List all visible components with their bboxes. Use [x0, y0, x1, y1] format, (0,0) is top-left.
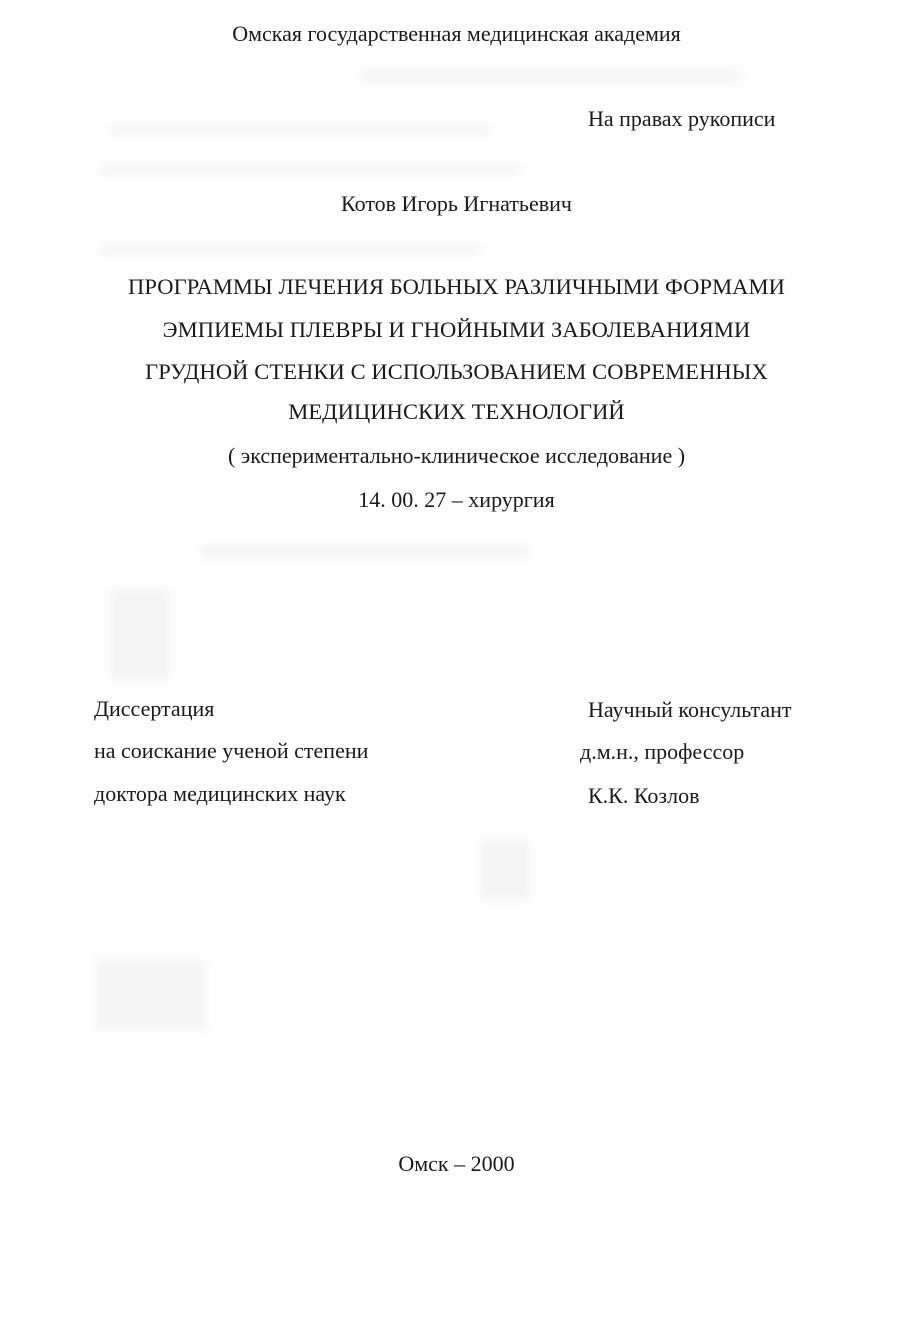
place-and-year: Омск – 2000: [398, 1151, 515, 1176]
consultant-name: К.К. Козлов: [588, 783, 700, 808]
title-line-3: ГРУДНОЙ СТЕНКИ С ИСПОЛЬЗОВАНИЕМ СОВРЕМЕННЫХ: [145, 359, 768, 384]
bleed-through-artifact: [360, 70, 740, 82]
bleed-through-artifact: [110, 590, 170, 680]
manuscript-rights-note: На правах рукописи: [588, 106, 776, 131]
author-name: Котов Игорь Игнатьевич: [341, 191, 572, 216]
bleed-through-artifact: [95, 960, 205, 1030]
title-line-1: ПРОГРАММЫ ЛЕЧЕНИЯ БОЛЬНЫХ РАЗЛИЧНЫМИ ФОРМАМИ: [128, 274, 785, 299]
bleed-through-artifact: [100, 245, 480, 255]
dissertation-line-3: доктора медицинских наук: [94, 781, 346, 806]
bleed-through-artifact: [110, 125, 490, 135]
bleed-through-artifact: [200, 545, 530, 557]
specialty-code: 14. 00. 27 – хирургия: [358, 487, 555, 512]
dissertation-line-2: на соискание ученой степени: [94, 738, 369, 763]
bleed-through-artifact: [100, 165, 520, 175]
consultant-degree: д.м.н., профессор: [580, 739, 745, 764]
title-line-4: МЕДИЦИНСКИХ ТЕХНОЛОГИЙ: [288, 399, 625, 424]
consultant-role: Научный консультант: [588, 697, 792, 722]
title-line-2: ЭМПИЕМЫ ПЛЕВРЫ И ГНОЙНЫМИ ЗАБОЛЕВАНИЯМИ: [162, 317, 751, 342]
study-type-subtitle: ( экспериментально-клиническое исследование ): [227, 443, 686, 468]
bleed-through-artifact: [480, 840, 530, 900]
institution-name: Омская государственная медицинская академия: [232, 21, 681, 46]
dissertation-line-1: Диссертация: [94, 696, 215, 721]
